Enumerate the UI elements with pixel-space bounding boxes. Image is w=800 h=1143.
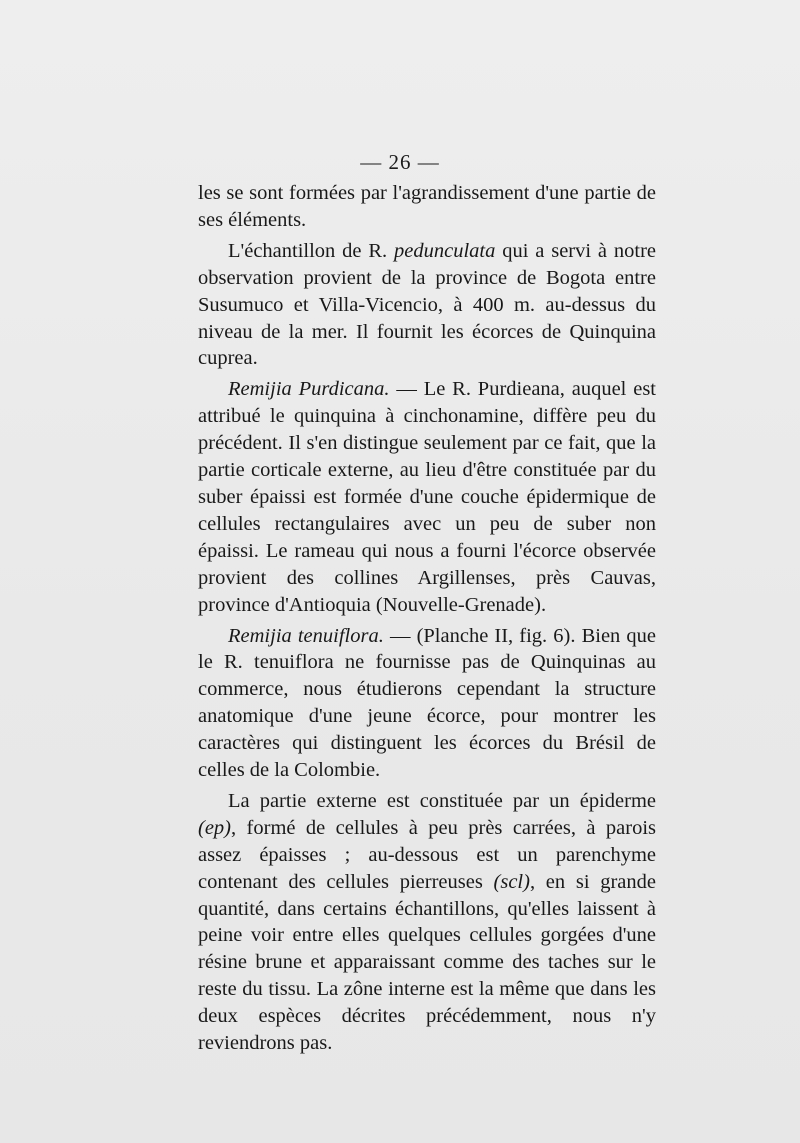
text-run: les se sont formées par l'agrandissement d'une partie de ses éléments. xyxy=(198,182,656,231)
section-heading-italic: Remijia Purdicana. xyxy=(228,378,390,401)
text-run: L'échantillon de R. xyxy=(228,239,395,262)
body-text xyxy=(198,180,656,1057)
text-run: , formé de cellules à peu près carrées, à parois assez épaisses ; au-dessous est un parenchyme contenant des cellules pierreuses xyxy=(198,816,656,893)
species-name-italic: pedunculata xyxy=(394,239,496,262)
text-run: , en si grande quantité, dans certains échantillons, qu'elles laissent à peine voir entre elles quelques cellules gorgées d'une résine brune et apparaissant comme des taches sur le reste du tissu. La zône interne est la même que dans les deux espèces décrites précédemment, nous n'y reviendrons pas. xyxy=(198,870,656,1055)
page-number: — 26 — xyxy=(360,150,440,174)
paragraph-pedunculata xyxy=(198,238,656,373)
text-run: qui a servi à notre observation provient de la province de Bogota entre Susumuco et Villa-Vicencio, à 400 m. au-dessus du niveau de la mer. Il fournit les écorces de Quinquina cuprea. xyxy=(198,239,656,370)
paragraph-continuation xyxy=(198,180,656,234)
label-italic: (scl) xyxy=(493,870,530,893)
label-italic: (ep) xyxy=(198,816,232,839)
paragraph-tenuiflora xyxy=(198,623,656,784)
section-heading-italic: Remijia tenuiflora. xyxy=(228,624,384,647)
text-run: La partie externe est constituée par un épiderme xyxy=(228,789,656,812)
paragraph-structure xyxy=(198,788,656,1057)
paragraph-purdieana xyxy=(198,376,656,618)
text-run: — (Planche II, fig. 6). Bien que le R. tenuiflora ne fournisse pas de Quinquinas au commerce, nous étudierons cependant la structure anatomique d'une jeune écorce, pour montrer les caractères qui distinguent les écorces du Brésil de celles de la Colombie. xyxy=(198,624,656,782)
text-run: — Le R. Purdieana, auquel est attribué le quinquina à cinchonamine, diffère peu du précédent. Il s'en distingue seulement par ce fait, que la partie corticale externe, au lieu d'être constituée par du suber épaissi est formée d'une couche épidermique de cellules rectangulaires avec un peu de suber non épaissi. Le rameau qui nous a fourni l'écorce observée provient des collines Argillenses, près Cauvas, province d'Antioquia (Nouvelle-Grenade). xyxy=(198,378,656,616)
